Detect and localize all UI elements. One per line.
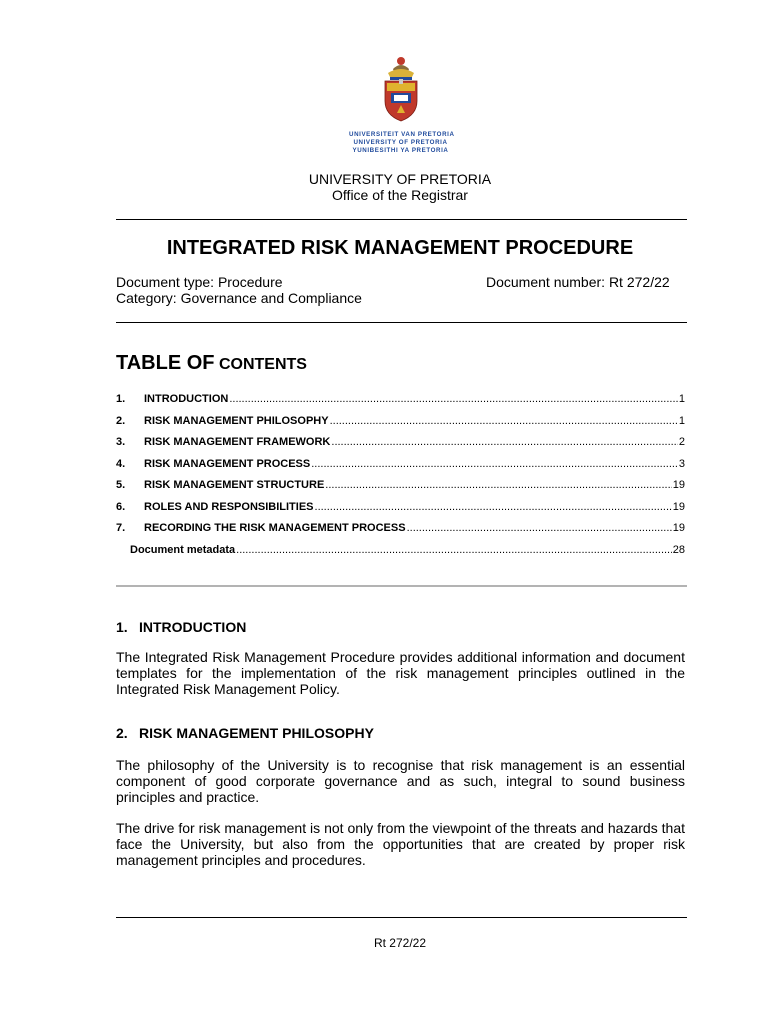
- section-paragraph: The Integrated Risk Management Procedure provides additional information and document templates for the implementation of the risk management principles outlined in the Integrated Risk Management Policy.: [116, 649, 685, 697]
- toc-item-page: 2: [678, 436, 685, 448]
- toc-item-page: 19: [672, 522, 685, 534]
- toc-item-title: RECORDING THE RISK MANAGEMENT PROCESS: [144, 522, 406, 534]
- toc-item-title: Document metadata: [130, 543, 236, 556]
- toc-leader-dots: [407, 521, 672, 535]
- toc-item-framework[interactable]: [116, 435, 685, 457]
- document-category: Category: Governance and Compliance: [116, 290, 362, 306]
- header-divider-top: [116, 219, 687, 220]
- toc-item-philosophy[interactable]: [116, 414, 685, 436]
- toc-item-process[interactable]: [116, 457, 685, 479]
- toc-item-number: 1.: [116, 393, 126, 405]
- toc-item-page: 1: [678, 393, 685, 405]
- toc-heading-main: TABLE OF: [116, 352, 215, 374]
- section-paragraph: The philosophy of the University is to recognise that risk management is an essential component of good corporate governance and as such, integral to sound business principles and practice.: [116, 757, 685, 805]
- table-of-contents: [116, 392, 685, 564]
- toc-item-number: 3.: [116, 436, 126, 448]
- toc-item-title: INTRODUCTION: [144, 393, 229, 405]
- university-logo: [349, 55, 455, 155]
- university-name: UNIVERSITY OF PRETORIA: [308, 171, 492, 187]
- toc-leader-dots: [325, 478, 671, 492]
- toc-item-introduction[interactable]: [116, 392, 685, 414]
- toc-item-page: 3: [678, 457, 685, 470]
- toc-item-title: RISK MANAGEMENT FRAMEWORK: [144, 436, 331, 448]
- toc-divider: [116, 585, 687, 587]
- section-title: RISK MANAGEMENT PHILOSOPHY: [139, 725, 374, 741]
- toc-item-number: 2.: [116, 414, 126, 427]
- toc-item-number: 4.: [116, 457, 126, 470]
- university-crest-icon: [378, 55, 424, 125]
- footer-divider: [116, 917, 687, 918]
- toc-item-title: RISK MANAGEMENT STRUCTURE: [144, 479, 325, 491]
- section-heading-philosophy: [116, 725, 374, 741]
- toc-item-title: RISK MANAGEMENT PROCESS: [144, 457, 311, 470]
- toc-item-number: 7.: [116, 522, 126, 534]
- toc-item-page: 19: [672, 500, 685, 513]
- toc-leader-dots: [311, 457, 678, 471]
- section-title: INTRODUCTION: [139, 619, 247, 635]
- header-divider-bottom: [116, 322, 687, 323]
- toc-leader-dots: [330, 414, 678, 428]
- toc-item-page: 28: [672, 543, 685, 556]
- logo-text-sepedi: YUNIBESITHI YA PRETORIA: [352, 147, 449, 154]
- toc-leader-dots: [331, 435, 677, 449]
- toc-item-recording[interactable]: [116, 521, 685, 543]
- toc-item-document-metadata[interactable]: [116, 543, 685, 565]
- toc-leader-dots: [315, 500, 672, 514]
- document-number: Document number: Rt 272/22: [486, 274, 670, 290]
- footer-document-reference: Rt 272/22: [373, 936, 427, 950]
- toc-item-number: 5.: [116, 479, 126, 491]
- document-type: Document type: Procedure: [116, 274, 283, 290]
- toc-leader-dots: [236, 543, 672, 557]
- toc-item-number: 6.: [116, 500, 126, 513]
- section-heading-introduction: [116, 619, 246, 635]
- toc-item-structure[interactable]: [116, 478, 685, 500]
- toc-item-title: ROLES AND RESPONSIBILITIES: [144, 500, 314, 513]
- toc-leader-dots: [229, 392, 678, 406]
- section-number: 2.: [116, 725, 128, 741]
- toc-item-page: 19: [672, 479, 685, 491]
- toc-heading-sub: CONTENTS: [218, 356, 307, 373]
- logo-text-afrikaans: UNIVERSITEIT VAN PRETORIA: [349, 131, 455, 138]
- section-number: 1.: [116, 619, 128, 635]
- toc-item-page: 1: [678, 414, 685, 427]
- toc-item-roles[interactable]: [116, 500, 685, 522]
- section-paragraph: The drive for risk management is not only from the viewpoint of the threats and hazards that face the University, but also from the opportunities that are created by proper risk management principles and procedures.: [116, 820, 685, 868]
- logo-text-english: UNIVERSITY OF PRETORIA: [353, 139, 448, 146]
- toc-heading: [116, 352, 307, 375]
- document-title: INTEGRATED RISK MANAGEMENT PROCEDURE: [166, 237, 634, 259]
- toc-item-title: RISK MANAGEMENT PHILOSOPHY: [144, 414, 329, 427]
- office-name: Office of the Registrar: [332, 187, 468, 203]
